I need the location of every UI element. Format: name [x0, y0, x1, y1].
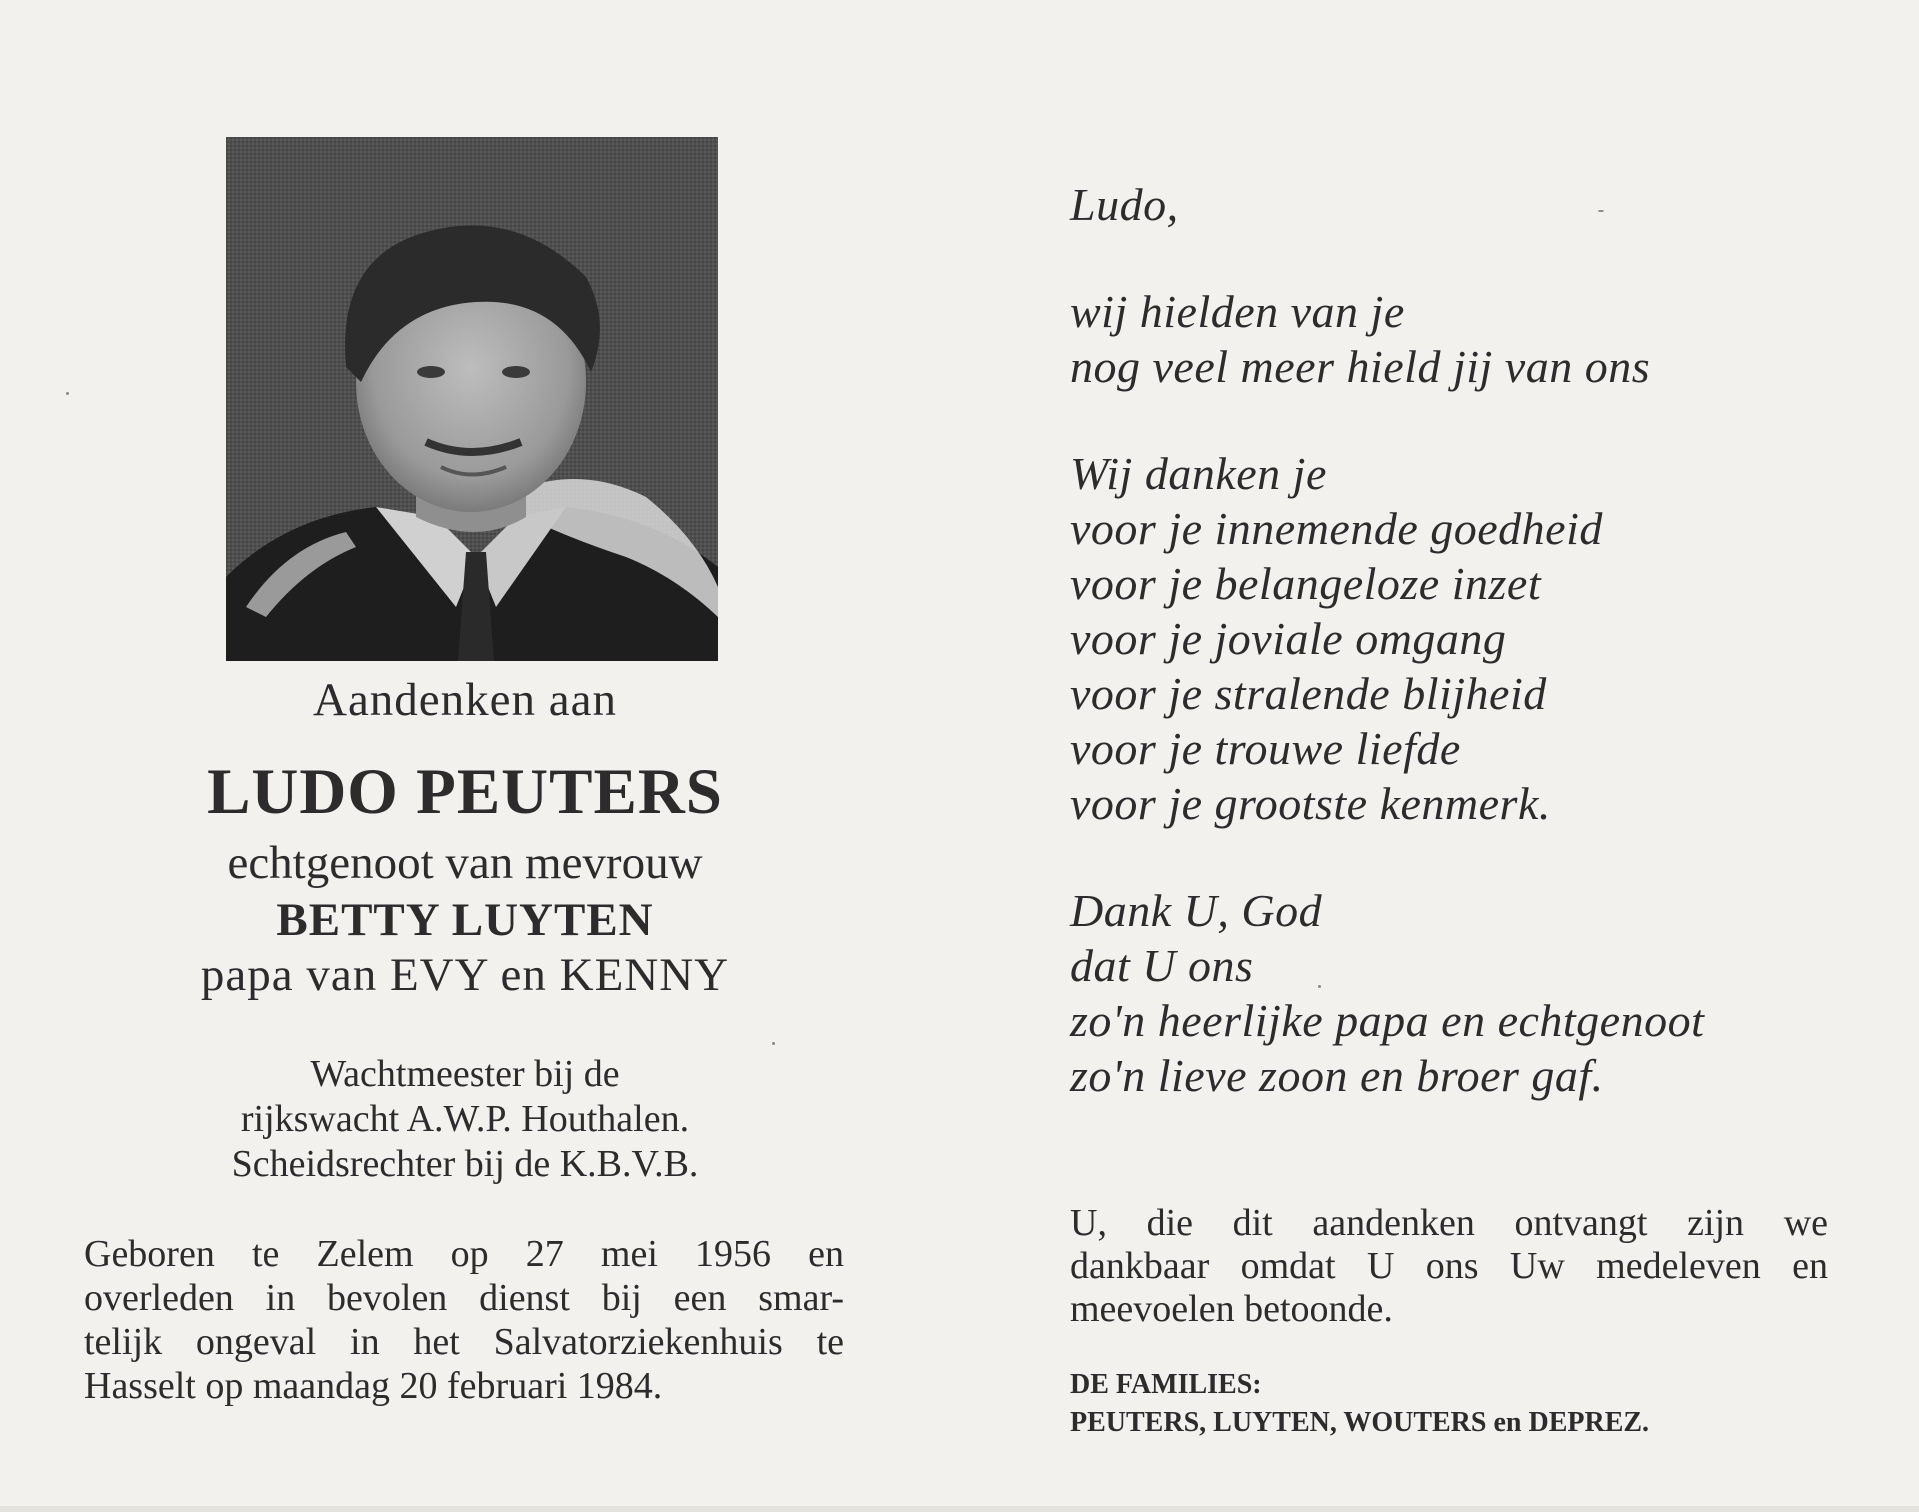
- print-speck: [1598, 210, 1604, 212]
- portrait-photo: [226, 137, 718, 661]
- families-block: [1070, 1366, 1830, 1442]
- children-line: papa van EVY en KENNY: [200, 949, 730, 1001]
- role-line: Wachtmeester bij de: [310, 1053, 620, 1095]
- poem-stanza-3: [1070, 883, 1870, 1103]
- poem-line: voor je innemende goedheid: [1070, 503, 1603, 554]
- poem-line: Wij danken je: [1070, 448, 1327, 499]
- poem-line: voor je trouwe liefde: [1070, 723, 1461, 774]
- memorial-intro: Aandenken aan: [313, 674, 617, 726]
- poem-line: dat U ons: [1070, 940, 1254, 991]
- biography: [84, 1232, 844, 1408]
- print-speck: [772, 1042, 775, 1045]
- bio-line: Geboren te Zelem op 27 mei 1956 en: [84, 1233, 844, 1275]
- poem-line: voor je joviale omgang: [1070, 613, 1507, 664]
- families-names: PEUTERS, LUYTEN, WOUTERS en DEPREZ.: [1070, 1407, 1650, 1438]
- thanks-line: meevoelen betoonde.: [1070, 1288, 1393, 1330]
- poem-line: zo'n heerlijke papa en echtgenoot: [1070, 995, 1705, 1046]
- spouse-relation: echtgenoot van mevrouw: [227, 837, 703, 889]
- role-line: rijkswacht A.W.P. Houthalen.: [240, 1098, 690, 1140]
- bio-line: telijk ongeval in het Salvatorziekenhuis te: [84, 1321, 844, 1363]
- families-label: DE FAMILIES:: [1070, 1369, 1262, 1400]
- spouse-name: BETTY LUYTEN: [276, 894, 654, 946]
- role-line: Scheidsrechter bij de K.B.V.B.: [231, 1143, 699, 1185]
- poem-line: nog veel meer hield jij van ons: [1070, 341, 1651, 392]
- bio-line: Hasselt op maandag 20 februari 1984.: [84, 1365, 663, 1407]
- thanks-line: U, die dit aandenken ontvangt zijn we: [1070, 1202, 1828, 1244]
- poem-line: wij hielden van je: [1070, 286, 1405, 337]
- poem-stanza-1: [1070, 284, 1870, 394]
- poem-line: voor je grootste kenmerk.: [1070, 778, 1551, 829]
- print-speck: [66, 392, 69, 395]
- poem: [1070, 177, 1870, 1155]
- print-speck: [1318, 985, 1321, 988]
- deceased-name: LUDO PEUTERS: [207, 756, 723, 828]
- bio-line: overleden in bevolen dienst bij een smar-: [84, 1277, 844, 1319]
- thanks-paragraph: [1070, 1202, 1828, 1331]
- poem-line: voor je belangeloze inzet: [1070, 558, 1542, 609]
- poem-line: Dank U, God: [1070, 885, 1323, 936]
- poem-line: voor je stralende blijheid: [1070, 668, 1547, 719]
- poem-line: zo'n lieve zoon en broer gaf.: [1070, 1050, 1604, 1101]
- roles-block: [60, 1052, 870, 1187]
- poem-greeting: Ludo,: [1070, 179, 1179, 230]
- thanks-line: dankbaar omdat U ons Uw medeleven en: [1070, 1245, 1828, 1287]
- poem-stanza-2: [1070, 446, 1870, 831]
